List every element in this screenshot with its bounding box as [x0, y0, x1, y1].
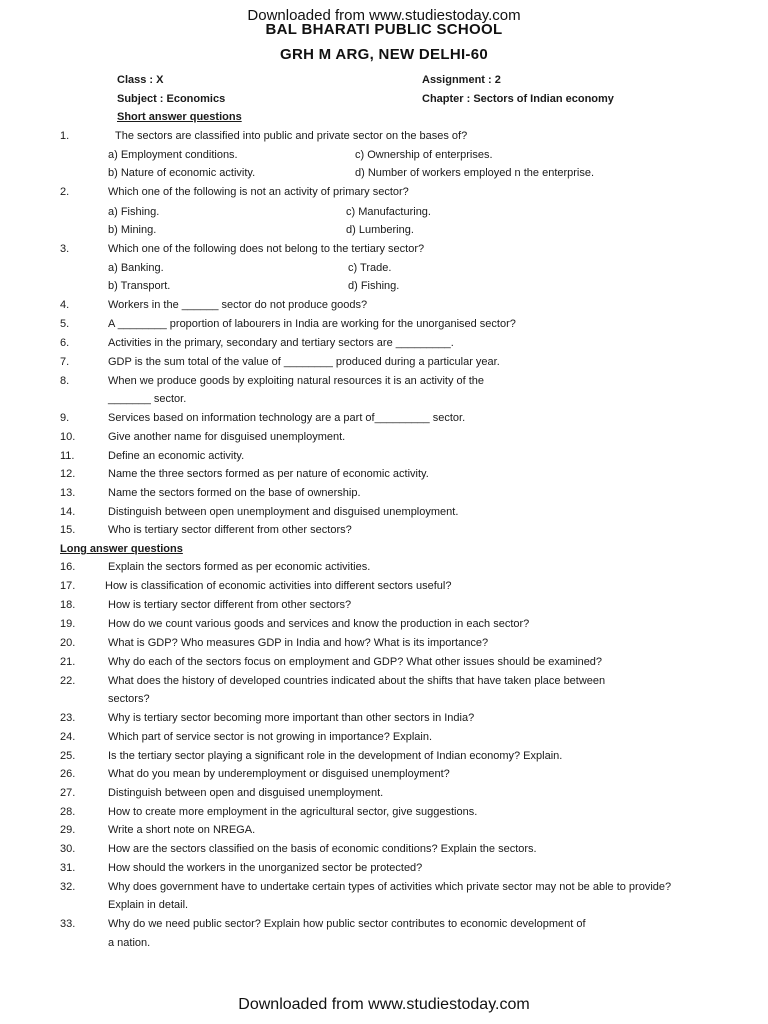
question-text: The sectors are classified into public and private sector on the bases of? — [115, 130, 468, 142]
question-number: 23. — [60, 712, 76, 724]
question-text: Services based on information technology are a part of_________ sector. — [108, 412, 466, 424]
option-b: b) Mining. — [108, 224, 157, 236]
question-text: When we produce goods by exploiting natural resources it is an activity of the — [108, 375, 485, 387]
question-text: Which part of service sector is not growing in importance? Explain. — [108, 731, 433, 743]
option-a: a) Fishing. — [108, 206, 160, 218]
class-label: Class : X — [117, 74, 164, 86]
short-answer-heading: Short answer questions — [117, 111, 242, 123]
question-number: 15. — [60, 524, 76, 536]
question-text: GDP is the sum total of the value of ________ produced during a particular year. — [108, 356, 500, 368]
question-text: Why do we need public sector? Explain how public sector contributes to economic development of — [108, 918, 586, 930]
question-text: What is GDP? Who measures GDP in India and how? What is its importance? — [108, 637, 489, 649]
option-d: d) Number of workers employed n the enterprise. — [355, 167, 595, 179]
question-number: 29. — [60, 824, 76, 836]
question-text: Why does government have to undertake certain types of activities which private sector may not be able to provide? — [108, 881, 672, 893]
question-number: 13. — [60, 487, 76, 499]
question-number: 1. — [60, 130, 70, 142]
question-text: What does the history of developed countries indicated about the shifts that have taken place between — [108, 675, 606, 687]
option-a: a) Banking. — [108, 262, 164, 274]
question-text: Name the sectors formed on the base of ownership. — [108, 487, 361, 499]
question-text-continued: Explain in detail. — [108, 899, 189, 911]
question-number: 32. — [60, 881, 76, 893]
question-text: How is classification of economic activities into different sectors useful? — [105, 580, 452, 592]
school-name: BAL BHARATI PUBLIC SCHOOL — [265, 21, 503, 38]
question-number: 19. — [60, 618, 76, 630]
question-number: 33. — [60, 918, 76, 930]
question-number: 26. — [60, 768, 76, 780]
question-text: Give another name for disguised unemployment. — [108, 431, 346, 443]
question-text: Distinguish between open and disguised unemployment. — [108, 787, 384, 799]
question-text: Activities in the primary, secondary and tertiary sectors are _________. — [108, 337, 454, 349]
option-d: d) Lumbering. — [346, 224, 414, 236]
question-number: 30. — [60, 843, 76, 855]
question-text: Why do each of the sectors focus on employment and GDP? What other issues should be examined? — [108, 656, 603, 668]
question-number: 18. — [60, 599, 76, 611]
question-text: Explain the sectors formed as per economic activities. — [108, 561, 371, 573]
question-number: 16. — [60, 561, 76, 573]
question-text: How is tertiary sector different from other sectors? — [108, 599, 352, 611]
question-number: 3. — [60, 243, 70, 255]
watermark-top: Downloaded from www.studiestoday.com — [247, 7, 521, 24]
question-text: Which one of the following is not an activity of primary sector? — [108, 186, 409, 198]
question-text: Name the three sectors formed as per nature of economic activity. — [108, 468, 429, 480]
question-number: 27. — [60, 787, 76, 799]
question-number: 6. — [60, 337, 70, 349]
question-text: Distinguish between open unemployment and disguised unemployment. — [108, 506, 459, 518]
question-number: 2. — [60, 186, 70, 198]
school-address: GRH M ARG, NEW DELHI-60 — [279, 46, 488, 63]
chapter-label: Chapter : Sectors of Indian economy — [422, 93, 614, 105]
question-number: 21. — [60, 656, 76, 668]
option-c: c) Manufacturing. — [346, 206, 431, 218]
option-a: a) Employment conditions. — [108, 149, 238, 161]
question-number: 28. — [60, 806, 76, 818]
question-text: Write a short note on NREGA. — [108, 824, 256, 836]
question-text: Workers in the ______ sector do not produce goods? — [108, 299, 368, 311]
question-text-continued: sectors? — [108, 693, 150, 705]
question-text: How should the workers in the unorganized sector be protected? — [108, 862, 423, 874]
question-number: 22. — [60, 675, 76, 687]
question-text: Is the tertiary sector playing a significant role in the development of Indian economy? Explain. — [108, 750, 563, 762]
watermark-bottom: Downloaded from www.studiestoday.com — [238, 996, 530, 1013]
question-number: 7. — [60, 356, 70, 368]
question-number: 4. — [60, 299, 70, 311]
question-number: 24. — [60, 731, 76, 743]
question-text: Why is tertiary sector becoming more important than other sectors in India? — [108, 712, 475, 724]
question-number: 11. — [60, 450, 75, 462]
question-text: Define an economic activity. — [108, 450, 245, 462]
option-c: c) Ownership of enterprises. — [355, 149, 493, 161]
option-b: b) Nature of economic activity. — [108, 167, 256, 179]
question-text: How do we count various goods and services and know the production in each sector? — [108, 618, 530, 630]
question-number: 17. — [60, 580, 76, 592]
question-text-continued: a nation. — [108, 937, 151, 949]
question-number: 14. — [60, 506, 76, 518]
question-number: 8. — [60, 375, 70, 387]
question-text: Which one of the following does not belong to the tertiary sector? — [108, 243, 425, 255]
question-text-continued: _______ sector. — [108, 393, 187, 405]
question-text: A ________ proportion of labourers in India are working for the unorganised sector? — [108, 318, 516, 330]
subject-label: Subject : Economics — [117, 93, 226, 105]
long-answer-heading: Long answer questions — [60, 543, 183, 555]
option-c: c) Trade. — [348, 262, 392, 274]
question-number: 10. — [60, 431, 76, 443]
question-number: 5. — [60, 318, 70, 330]
question-text: What do you mean by underemployment or disguised unemployment? — [108, 768, 450, 780]
question-number: 12. — [60, 468, 76, 480]
question-number: 9. — [60, 412, 70, 424]
question-text: How to create more employment in the agricultural sector, give suggestions. — [108, 806, 478, 818]
question-text: Who is tertiary sector different from other sectors? — [108, 524, 352, 536]
question-number: 25. — [60, 750, 76, 762]
option-d: d) Fishing. — [348, 280, 400, 292]
assignment-label: Assignment : 2 — [422, 74, 501, 86]
question-number: 20. — [60, 637, 76, 649]
question-text: How are the sectors classified on the basis of economic conditions? Explain the sectors. — [108, 843, 537, 855]
option-b: b) Transport. — [108, 280, 171, 292]
question-number: 31. — [60, 862, 76, 874]
